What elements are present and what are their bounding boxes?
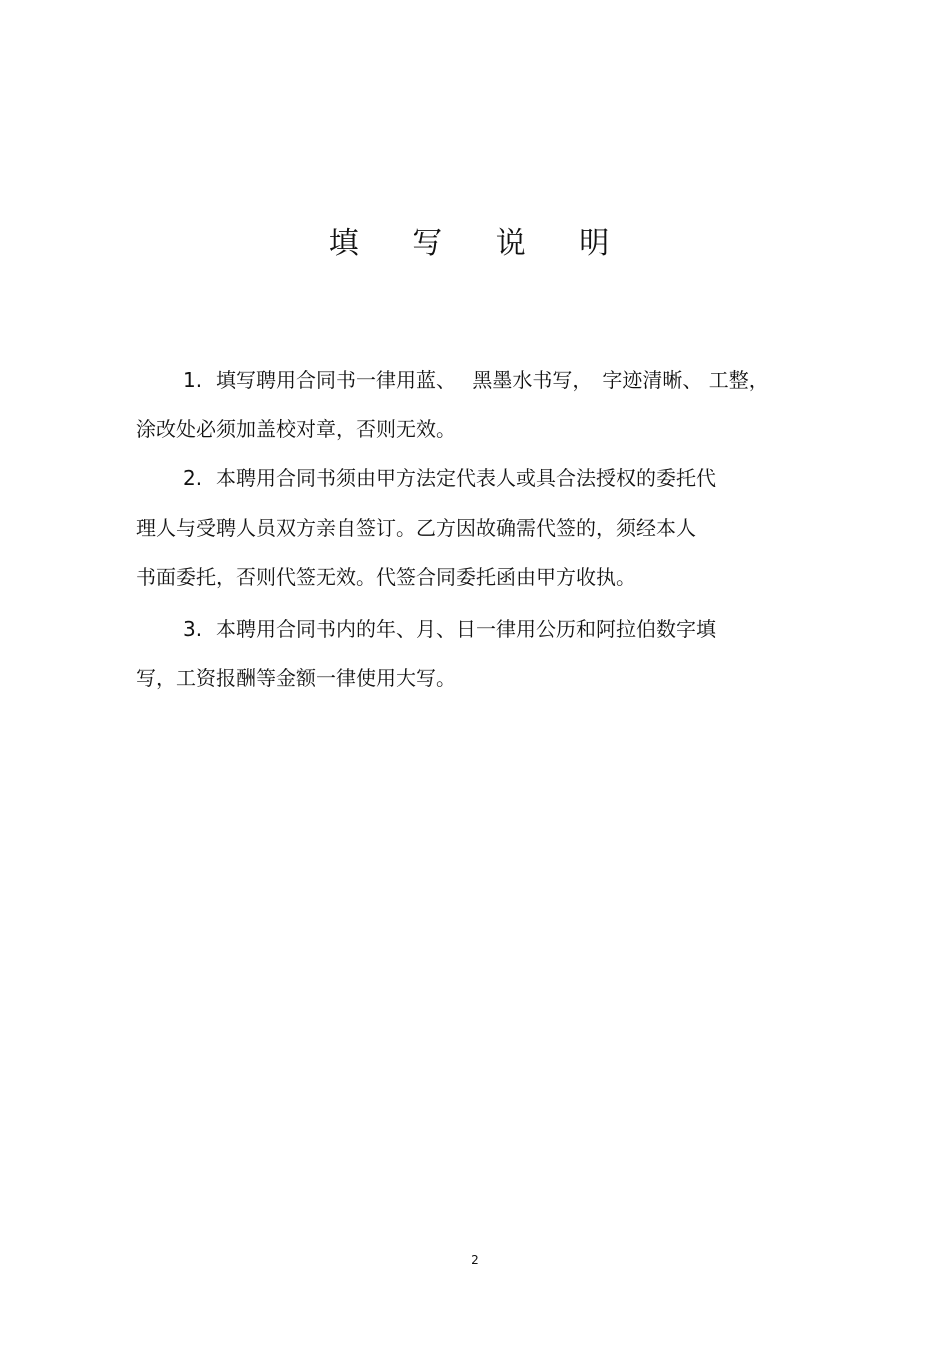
- item-1-line-2: 涂改处必须加盖校对章，否则无效。: [136, 417, 456, 441]
- item-2-number: 2.: [183, 466, 203, 490]
- item-3-line-1: 本聘用合同书内的年、月、日一律用公历和阿拉伯数字填: [216, 617, 716, 641]
- item-3-line-2: 写，工资报酬等金额一律使用大写。: [136, 666, 456, 690]
- page-title: 填 写 说 明: [328, 226, 632, 261]
- item-2-line-1: 本聘用合同书须由甲方法定代表人或具合法授权的委托代: [216, 466, 716, 490]
- item-2-line-3: 书面委托，否则代签无效。代签合同委托函由甲方收执。: [136, 565, 636, 589]
- page-number: 2: [471, 1253, 479, 1267]
- item-1-line-1: 填写聘用合同书一律用蓝、 黑墨水书写， 字迹清晰、 工整，: [216, 368, 769, 392]
- item-3-first-line: [183, 614, 716, 644]
- item-3-number: 3.: [183, 617, 203, 641]
- item-1-number: 1.: [183, 368, 203, 392]
- item-2-first-line: [183, 463, 716, 493]
- item-2-line-2: 理人与受聘人员双方亲自签订。乙方因故确需代签的，须经本人: [136, 516, 696, 540]
- item-1-first-line: [183, 365, 769, 395]
